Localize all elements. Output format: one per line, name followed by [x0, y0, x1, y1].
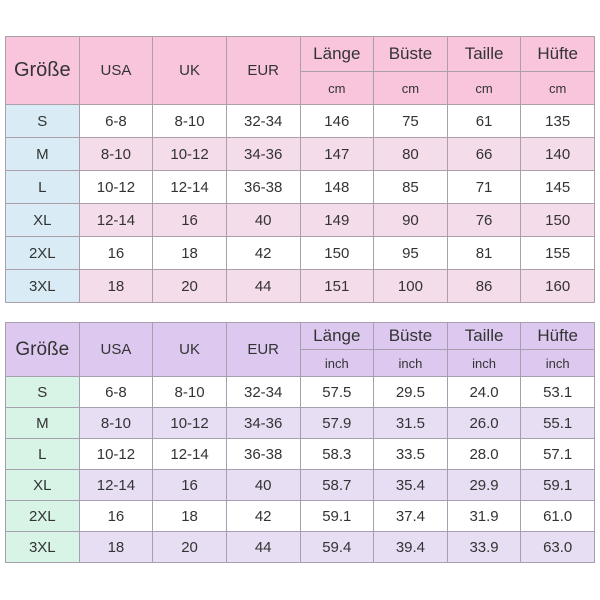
header-row-measures — [6, 37, 595, 72]
value-cell: 151 — [300, 270, 374, 303]
value-cell: 35.4 — [374, 470, 448, 501]
value-cell: 8-10 — [153, 105, 227, 138]
value-cell: 18 — [79, 532, 153, 563]
value-cell: 75 — [374, 105, 448, 138]
value-cell: 95 — [374, 237, 448, 270]
value-cell: 55.1 — [521, 408, 595, 439]
size-cell: 3XL — [6, 532, 80, 563]
col-header-bueste: Büste — [374, 37, 448, 72]
value-cell: 147 — [300, 138, 374, 171]
size-cell: M — [6, 408, 80, 439]
value-cell: 29.5 — [374, 377, 448, 408]
value-cell: 10-12 — [153, 408, 227, 439]
value-cell: 40 — [226, 204, 300, 237]
col-header-usa: USA — [79, 37, 153, 105]
table-row — [6, 501, 595, 532]
size-table-inch-header — [6, 323, 595, 377]
table-row — [6, 439, 595, 470]
value-cell: 86 — [447, 270, 521, 303]
col-header-taille: Taille — [447, 323, 521, 350]
value-cell: 63.0 — [521, 532, 595, 563]
value-cell: 53.1 — [521, 377, 595, 408]
table-row — [6, 532, 595, 563]
value-cell: 57.5 — [300, 377, 374, 408]
value-cell: 150 — [300, 237, 374, 270]
value-cell: 16 — [153, 470, 227, 501]
table-row — [6, 470, 595, 501]
value-cell: 85 — [374, 171, 448, 204]
value-cell: 18 — [79, 270, 153, 303]
value-cell: 80 — [374, 138, 448, 171]
size-cell: L — [6, 439, 80, 470]
value-cell: 18 — [153, 237, 227, 270]
size-cell: S — [6, 377, 80, 408]
value-cell: 8-10 — [79, 408, 153, 439]
value-cell: 10-12 — [153, 138, 227, 171]
col-header-taille: Taille — [447, 37, 521, 72]
value-cell: 66 — [447, 138, 521, 171]
col-header-usa: USA — [79, 323, 153, 377]
value-cell: 57.9 — [300, 408, 374, 439]
value-cell: 20 — [153, 532, 227, 563]
value-cell: 36-38 — [226, 171, 300, 204]
value-cell: 135 — [521, 105, 595, 138]
value-cell: 149 — [300, 204, 374, 237]
col-header-bueste: Büste — [374, 323, 448, 350]
size-cell: XL — [6, 470, 80, 501]
value-cell: 44 — [226, 532, 300, 563]
col-header-groesse: Größe — [6, 323, 80, 377]
value-cell: 32-34 — [226, 105, 300, 138]
value-cell: 16 — [79, 501, 153, 532]
size-cell: M — [6, 138, 80, 171]
unit-cell-taille: inch — [447, 350, 521, 377]
table-row — [6, 270, 595, 303]
table-row — [6, 138, 595, 171]
value-cell: 40 — [226, 470, 300, 501]
value-cell: 16 — [153, 204, 227, 237]
value-cell: 148 — [300, 171, 374, 204]
col-header-eur: EUR — [226, 37, 300, 105]
value-cell: 59.4 — [300, 532, 374, 563]
value-cell: 76 — [447, 204, 521, 237]
unit-cell-laenge: cm — [300, 72, 374, 105]
value-cell: 42 — [226, 237, 300, 270]
table-row — [6, 204, 595, 237]
value-cell: 44 — [226, 270, 300, 303]
value-cell: 57.1 — [521, 439, 595, 470]
value-cell: 100 — [374, 270, 448, 303]
value-cell: 31.9 — [447, 501, 521, 532]
value-cell: 155 — [521, 237, 595, 270]
value-cell: 59.1 — [300, 501, 374, 532]
value-cell: 140 — [521, 138, 595, 171]
col-header-laenge: Länge — [300, 37, 374, 72]
value-cell: 58.7 — [300, 470, 374, 501]
value-cell: 146 — [300, 105, 374, 138]
size-table-cm — [5, 36, 595, 303]
value-cell: 12-14 — [153, 171, 227, 204]
value-cell: 28.0 — [447, 439, 521, 470]
value-cell: 71 — [447, 171, 521, 204]
table-row — [6, 171, 595, 204]
unit-cell-huefte: inch — [521, 350, 595, 377]
table-row — [6, 408, 595, 439]
value-cell: 90 — [374, 204, 448, 237]
size-cell: L — [6, 171, 80, 204]
value-cell: 20 — [153, 270, 227, 303]
value-cell: 8-10 — [79, 138, 153, 171]
table-row — [6, 237, 595, 270]
col-header-uk: UK — [153, 323, 227, 377]
col-header-eur: EUR — [226, 323, 300, 377]
value-cell: 145 — [521, 171, 595, 204]
col-header-laenge: Länge — [300, 323, 374, 350]
col-header-uk: UK — [153, 37, 227, 105]
value-cell: 160 — [521, 270, 595, 303]
table-row — [6, 377, 595, 408]
value-cell: 39.4 — [374, 532, 448, 563]
unit-cell-huefte: cm — [521, 72, 595, 105]
value-cell: 34-36 — [226, 408, 300, 439]
value-cell: 58.3 — [300, 439, 374, 470]
unit-cell-bueste: inch — [374, 350, 448, 377]
value-cell: 24.0 — [447, 377, 521, 408]
size-cell: XL — [6, 204, 80, 237]
size-cell: S — [6, 105, 80, 138]
unit-cell-bueste: cm — [374, 72, 448, 105]
size-table-cm-header — [6, 37, 595, 105]
value-cell: 6-8 — [79, 377, 153, 408]
header-row-measures — [6, 323, 595, 350]
value-cell: 26.0 — [447, 408, 521, 439]
table-row — [6, 105, 595, 138]
col-header-huefte: Hüfte — [521, 37, 595, 72]
size-table-inch-body — [6, 377, 595, 563]
value-cell: 10-12 — [79, 171, 153, 204]
size-cell: 2XL — [6, 237, 80, 270]
value-cell: 32-34 — [226, 377, 300, 408]
value-cell: 16 — [79, 237, 153, 270]
value-cell: 18 — [153, 501, 227, 532]
value-cell: 10-12 — [79, 439, 153, 470]
value-cell: 12-14 — [153, 439, 227, 470]
value-cell: 29.9 — [447, 470, 521, 501]
size-table-inch — [5, 322, 595, 563]
value-cell: 61.0 — [521, 501, 595, 532]
value-cell: 42 — [226, 501, 300, 532]
value-cell: 61 — [447, 105, 521, 138]
value-cell: 12-14 — [79, 204, 153, 237]
unit-cell-laenge: inch — [300, 350, 374, 377]
col-header-huefte: Hüfte — [521, 323, 595, 350]
value-cell: 31.5 — [374, 408, 448, 439]
unit-cell-taille: cm — [447, 72, 521, 105]
value-cell: 150 — [521, 204, 595, 237]
size-table-cm-body — [6, 105, 595, 303]
value-cell: 8-10 — [153, 377, 227, 408]
size-cell: 2XL — [6, 501, 80, 532]
value-cell: 36-38 — [226, 439, 300, 470]
value-cell: 37.4 — [374, 501, 448, 532]
value-cell: 12-14 — [79, 470, 153, 501]
value-cell: 34-36 — [226, 138, 300, 171]
value-cell: 59.1 — [521, 470, 595, 501]
value-cell: 6-8 — [79, 105, 153, 138]
value-cell: 33.9 — [447, 532, 521, 563]
value-cell: 33.5 — [374, 439, 448, 470]
value-cell: 81 — [447, 237, 521, 270]
col-header-groesse: Größe — [6, 37, 80, 105]
size-cell: 3XL — [6, 270, 80, 303]
